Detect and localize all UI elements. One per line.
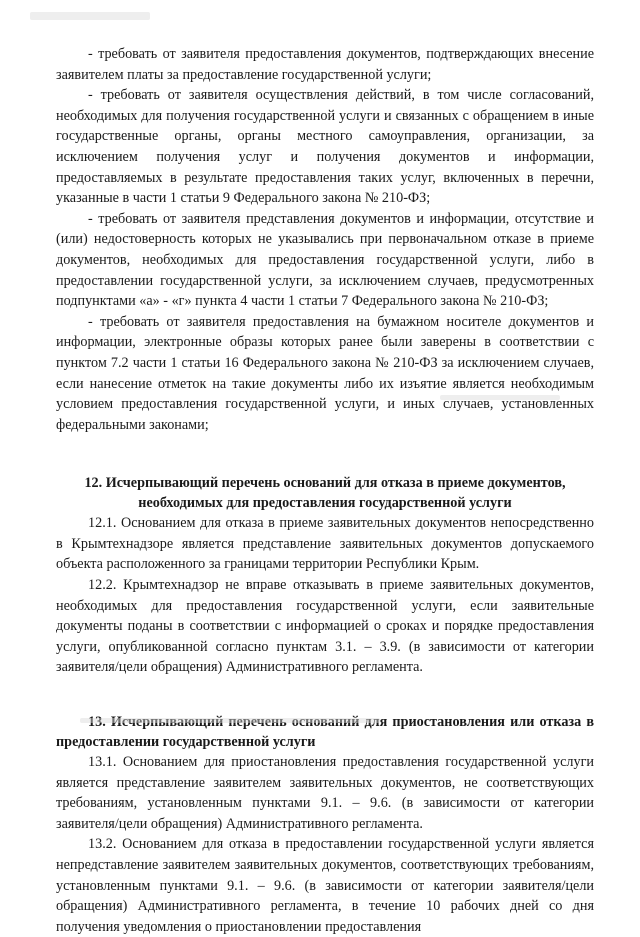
paragraph: - требовать от заявителя предоставления документов, подтверждающих внесение заявителем платы за предоставление государственной услуги;	[56, 46, 594, 83]
section-12-heading: 12. Исчерпывающий перечень оснований для отказа в приеме документов, необходимых для предоставления государственной услуги	[84, 475, 566, 512]
scan-noise	[80, 718, 380, 723]
paragraph-12-2: 12.2. Крымтехнадзор не вправе отказывать в приеме заявительных документов, необходимых для предоставления государственной услуги, если заявительные документы поданы в соответствии с информацией о сроках и порядке предоставления услуги, опубликованной согласно пунктам 3.1. – 3.9. (в зависимости от категории заявителя/цели обращения) Административного регламента.	[56, 577, 594, 676]
paragraph-13-2: 13.2. Основанием для отказа в предоставлении государственной услуги является непредставление заявителем заявительных документов, соответствующих требованиям, установленным пунктами 9.1. – 9.6. (в зависимости от категории заявителя/цели обращения) Административного регламента, в течение 10 рабочих дней со дня получения уведомления о приостановлении предоставления	[56, 836, 594, 935]
paragraph: - требовать от заявителя осуществления действий, в том числе согласований, необходимых для получения государственной услуги и связанных с обращением в иные государственные органы, органы местного самоуправления, организации, за исключением получения услуг и получения документов и информации, предоставляемых в результате предоставления таких услуг, включенных в перечни, указанные в части 1 статьи 9 Федерального закона № 210-ФЗ;	[56, 87, 594, 207]
section-13-heading: 13. Исчерпывающий перечень оснований для приостановления или отказа в предоставлении государственной услуги	[56, 714, 594, 751]
paragraph-13-1: 13.1. Основанием для приостановления предоставления государственной услуги является представление заявителем заявительных документов, не соответствующих требованиям, установленным пунктами 9.1. – 9.6. (в зависимости от категории заявителя/цели обращения) Административного регламента.	[56, 754, 594, 832]
paragraph: - требовать от заявителя представления документов и информации, отсутствие и (или) недостоверность которых не указывались при первоначальном отказе в приеме документов, необходимых для предоставления государственной услуги, либо в предоставлении государственной услуги, за исключением случаев, предусмотренных подпунктами «а» - «г» пункта 4 части 1 статьи 7 Федерального закона № 210-ФЗ;	[56, 210, 594, 310]
paragraph: - требовать от заявителя предоставления на бумажном носителе документов и информации, электронные образы которых ранее были заверены в соответствии с пунктом 7.2 части 1 статьи 16 Федерального закона № 210-ФЗ за исключением случаев, если нанесение отметок на такие документы либо их изъятие является необходимым условием предоставления государственной услуги, и иных случаев, установленных федеральными законами;	[56, 313, 594, 433]
paragraph-12-1: 12.1. Основанием для отказа в приеме заявительных документов непосредственно в Крымтехнадзоре является представление заявительных документов допускаемого объекта расположенного за границами территории Республики Крым.	[56, 515, 594, 573]
scan-noise	[440, 395, 560, 400]
scan-noise	[30, 12, 150, 20]
